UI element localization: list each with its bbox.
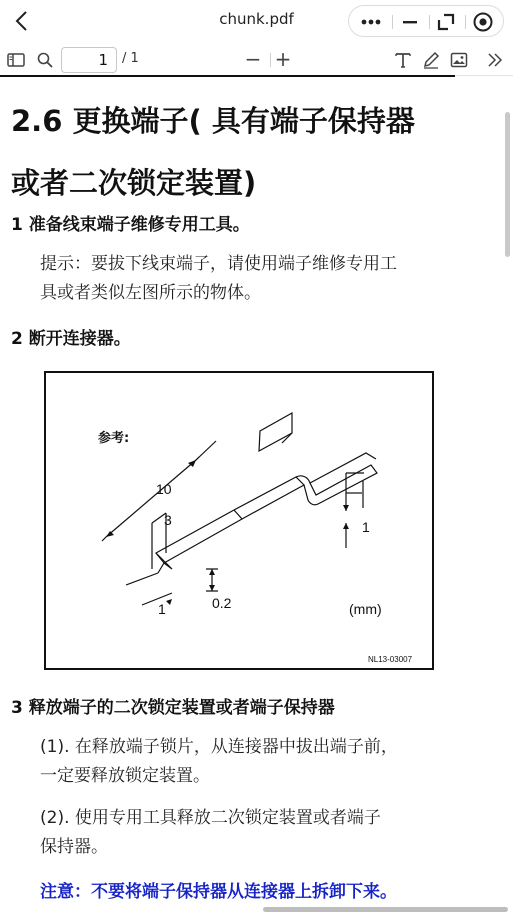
search-icon[interactable]: [34, 49, 56, 71]
heading-line: 或者二次锁定装置): [11, 166, 257, 200]
restore-icon[interactable]: [434, 10, 458, 34]
pen-icon[interactable]: [420, 49, 442, 71]
figure-code: NL13-03007: [368, 655, 413, 664]
text-tool-icon[interactable]: [392, 49, 414, 71]
step-3: 3 释放端子的二次锁定装置或者端子保持器: [11, 698, 335, 718]
tip-paragraph: [40, 250, 465, 308]
divider: [429, 15, 430, 29]
step-1: 1 准备线束端子维修专用工具。: [11, 215, 250, 235]
dimension-3: 3: [164, 512, 172, 528]
terminal-tool-diagram: [44, 371, 434, 670]
page-number-input[interactable]: 1: [61, 47, 117, 73]
text-line: (2). 使用专用工具释放二次锁定装置或者端子: [40, 808, 381, 828]
pdf-toolbar: [0, 44, 513, 76]
text-line: (1). 在释放端子锁片，从连接器中拔出端子前，: [40, 737, 398, 757]
divider: [392, 15, 393, 29]
dimension-1-right: 1: [362, 519, 370, 535]
text-line: 一定要释放锁定装置。: [40, 766, 210, 786]
file-name: chunk.pdf: [219, 10, 294, 28]
close-circle-icon[interactable]: [471, 10, 495, 34]
sub-step-2: [40, 804, 465, 862]
section-heading: [11, 90, 491, 214]
horizontal-scrollbar[interactable]: [263, 907, 508, 912]
image-icon[interactable]: [448, 49, 470, 71]
more-icon[interactable]: [359, 10, 383, 34]
dimension-0-2: 0.2: [212, 595, 232, 611]
unit-label: (mm): [349, 601, 382, 617]
text-line: 保持器。: [40, 837, 108, 857]
dimension-10: 10: [156, 481, 172, 497]
vertical-scrollbar[interactable]: [505, 112, 510, 257]
reference-label: 参考:: [98, 431, 130, 446]
minimize-icon[interactable]: [398, 10, 422, 34]
text-line: 提示：要拔下线束端子，请使用端子维修专用工: [40, 254, 397, 274]
tool-drawing: [46, 373, 432, 668]
divider: [465, 15, 466, 29]
step-2: 2 断开连接器。: [11, 329, 131, 349]
window-actions: [348, 5, 504, 37]
sub-step-1: [40, 733, 465, 791]
dimension-1-left: 1: [158, 601, 166, 617]
zoom-out-button[interactable]: −: [244, 47, 262, 71]
double-chevron-right-icon[interactable]: [484, 49, 506, 71]
heading-line: 2.6 更换端子( 具有端子保持器: [11, 104, 415, 138]
page-top-rule: [0, 75, 455, 77]
zoom-in-button[interactable]: +: [274, 47, 292, 71]
page-total: / 1: [122, 51, 139, 66]
sidebar-toggle-icon[interactable]: [5, 49, 27, 71]
pdf-page: [0, 78, 513, 913]
caution-note: 注意：不要将端子保持器从连接器上拆卸下来。: [40, 882, 397, 902]
text-line: 具或者类似左图所示的物体。: [40, 283, 261, 303]
top-bar: [0, 0, 513, 42]
